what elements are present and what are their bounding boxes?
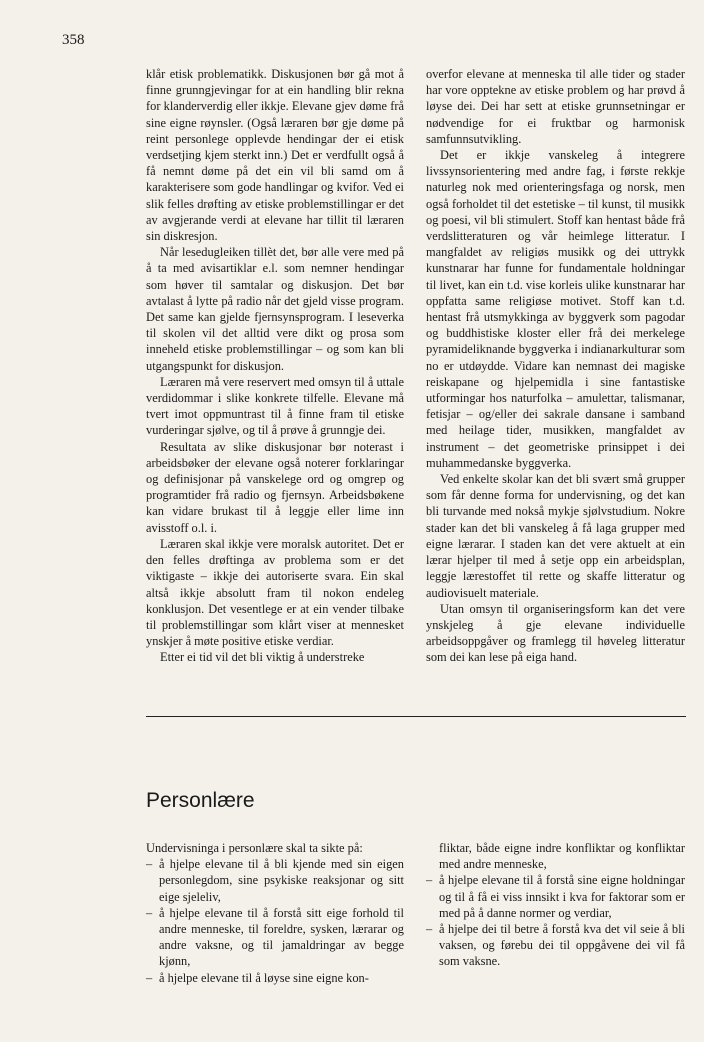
- paragraph: overfor elevane at menneska til alle tider og stader har vore opptekne av etiske problem og har prøvd å løyse dei. Dei har sett at etiske grunnsetningar er nødvendige for ei fruktbar og harmonisk samfunnsutvikling.: [426, 67, 685, 146]
- list-item: – å hjelpe elevane til å bli kjende med sin eigen personlegdom, sine psykiske reaksjonar og sitt eige sjeleliv,: [146, 856, 404, 905]
- list-item: – å hjelpe elevane til å løyse sine eigne kon-: [146, 970, 404, 986]
- paragraph: Når lesedugleiken tillèt det, bør alle vere med på å ta med avisartiklar e.l. som nemner hendingar som høver til samtalar og diskusjon. Det bør avtalast å lytte på radio når det gjeld visse program. Det same kan gjelde fjernsynsprogram. I leseverka til skolen vil det alltid vere dikt og prosa som inneheld etiske problemstillingar – og som kan bli utgangspunkt for diskusjon.: [146, 245, 404, 373]
- list-item: – å hjelpe elevane til å forstå sine eigne holdningar og til å få ei viss innsikt i kva for faktorar som er med på å danne normer og verdiar,: [426, 872, 685, 921]
- left-column: [146, 66, 404, 666]
- section-left-column: [146, 840, 404, 986]
- paragraph: Etter ei tid vil det bli viktig å understreke: [160, 650, 365, 665]
- page-number: 358: [62, 32, 85, 48]
- paragraph: Læraren må vere reservert med omsyn til å uttale verdidommar i slike konkrete tilfelle. Elevane må tvert imot oppmuntrast til å finne fram til etiske vurderingar sjølve, og til å prøve å grunngje dei.: [146, 374, 404, 438]
- list-item-continuation: fliktar, både eigne indre konfliktar og konfliktar med andre menneske,: [439, 841, 685, 872]
- paragraph: Det er ikkje vanskeleg å integrere livssynsorientering med andre fag, i første rekkje naturleg nok med orienteringsfaga og norsk, men også forholdet til det estetiske – til kunst, til musikk og poesi, vil bli stimulert. Stoff kan hentast både frå verdslitteraturen og vår heimlege litteratur. I mangfaldet av religiøs musikk og dei uttrykk kunstnarar har funne for fundamentale holdningar til livet, kan ein t.d. vise korleis ulike kunstnarar har oppfatta same religiøse motivet. Stoff kan t.d. hentast frå utsmykkinga av byggverk som pagodar og buddhistiske kloster eller frå dei merkelege pyramideliknande byggverka i indianarkulturar som no er utdøydde. Vidare kan nemnast dei magiske reiskapane og hjelpemidla i sine fantastiske utformingar hos naturfolka – amulettar, talismanar, fetisjar – og/eller dei sakrale dansane i samband med heilage tider, musikken, mangfaldet av instrument – det geometriske prinsippet i dei muhammedanske byggverka.: [426, 148, 685, 470]
- section-title: Personlære: [146, 789, 255, 812]
- list-item: – å hjelpe dei til betre å forstå kva det vil seie å bli vaksen, og førebu dei til oppgåvene dei vil få som vaksne.: [426, 921, 685, 970]
- paragraph: Resultata av slike diskusjonar bør noterast i arbeidsbøker der elevane også noterer forklaringar og definisjonar på vanskelege ord og omgrep og programtider frå radio og fjernsyn. Arbeidsbøkene kan vidare brukast til å leggje eller lime inn avisstoff o.l. i.: [146, 439, 404, 535]
- right-column: [426, 66, 685, 666]
- section-intro: Undervisninga i personlære skal ta sikte på:: [146, 841, 363, 855]
- section-right-column: [426, 840, 685, 970]
- goal-list-continued: [426, 840, 685, 970]
- paragraph: Ved enkelte skolar kan det bli svært små grupper som får denne forma for undervisning, og det kan bli turvande med nokså mykje sjølvstudium. Nokre stader kan det bli vanskeleg å få laga grupper med eigne lærarar. I staden kan det vere aktuelt at ein lærar hjelper til med å setje opp ein arbeidsplan, leggje lærestoffet til rette og skaffe litteratur og audiovisuelt materiale.: [426, 472, 685, 600]
- list-item: – å hjelpe elevane til å forstå sitt eige forhold til andre menneske, til foreldre, sysken, lærarar og andre vaksne, og til jamaldringar av begge kjønn,: [146, 905, 404, 970]
- section-divider: [146, 716, 686, 717]
- goal-list: [146, 856, 404, 986]
- paragraph: Læraren skal ikkje vere moralsk autoritet. Det er den felles drøftinga av problema som er det viktigaste – ikkje dei autoriserte svara. Ein skal altså ikkje absolutt fram til nokon endeleg konklusjon. Det vesentlege er at ein vender tilbake til problemstillingar som klårt viser at mennesket ynskjer å møte positive etiske verdiar.: [146, 536, 404, 649]
- paragraph: Utan omsyn til organiseringsform kan det vere ynskjeleg å gje elevane individuelle arbeidsoppgåver og framlegg til høveleg litteratur som dei kan lese på eiga hand.: [426, 601, 685, 665]
- paragraph: klår etisk problematikk. Diskusjonen bør gå mot å finne grunngjevingar for at ein handling blir rekna for klanderverdig eller ikkje. Elevane gjev døme frå sine eigne røynsler. (Også læraren bør gje døme på reint personlege opplevde hendingar der ei etisk verdsetjing kjem sterkt inn.) Det er verdfullt også å få nemnt døme på det ein vil bli samd om å karakterisere som gode handlingar og kvifor. Ved ei slik felles drøfting av etiske problemstillingar er det av avgjerande verdi at elevane har tillit til læraren sin diskresjon.: [146, 67, 404, 244]
